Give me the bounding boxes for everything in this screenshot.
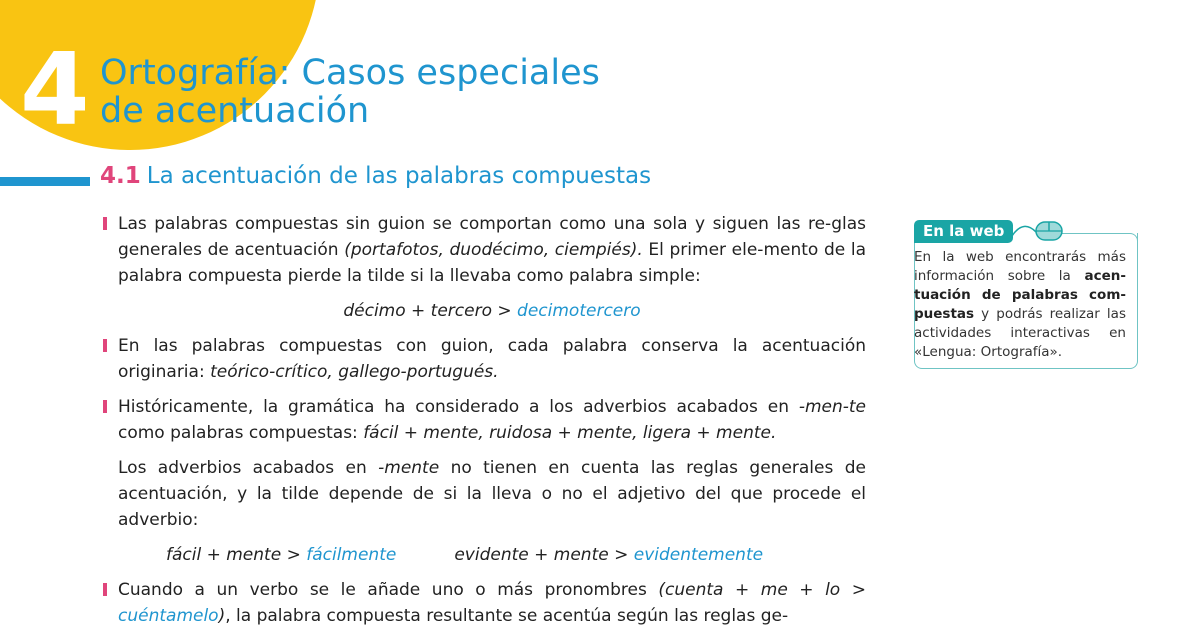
main-content xyxy=(118,211,866,638)
bullet-marker xyxy=(103,400,107,413)
bullet-marker xyxy=(103,339,107,352)
web-sidebar-text: En la web encontrarás más información sobre la acen-tuación de palabras com-puestas y podrás realizar las actividades interactivas en «Lengua: Ortografía». xyxy=(914,249,1126,360)
example-evidentemente: evidente + mente > evidentemente xyxy=(454,545,764,565)
paragraph-adverbs-mente: Los adverbios acabados en -mente no tienen en cuenta las reglas generales de acentuación, y la tilde depende de si la lleva o no el adjetivo del que procede el adverbio: xyxy=(118,458,866,530)
bullet-item-verb-pronouns: Cuando a un verbo se le añade uno o más pronombres (cuenta + me + lo > cuéntamelo), la palabra compuesta resultante se acentúa según las reglas ge- xyxy=(118,577,866,629)
web-badge: En la web xyxy=(914,220,1013,243)
chapter-title xyxy=(100,54,600,130)
bullet-item-compound-hyphen: En las palabras compuestas con guion, cada palabra conserva la acentuación originaria: teórico-crítico, gallego-portugués. xyxy=(118,333,866,385)
chapter-title-line2: de acentuación xyxy=(100,91,370,131)
section-number: 4.1 xyxy=(100,163,141,189)
chapter-title-line1: Ortografía: Casos especiales xyxy=(100,53,600,93)
examples-adverbs xyxy=(118,542,866,568)
bullet-marker xyxy=(103,217,107,230)
section-marker-bar xyxy=(0,177,90,186)
web-sidebar-box-top xyxy=(1060,233,1138,243)
section-heading xyxy=(100,163,651,189)
computer-mouse-icon xyxy=(1010,220,1066,244)
section-title: La acentuación de las palabras compuestas xyxy=(146,163,652,189)
bullet-item-compound-no-hyphen: Las palabras compuestas sin guion se comportan como una sola y siguen las re-glas generales de acentuación (portafotos, duodécimo, ciempiés). El primer ele-mento de la palabra compuesta pierde la tilde si la llevaba como palabra simple: xyxy=(118,211,866,289)
bullet-item-adverbs: Históricamente, la gramática ha considerado a los adverbios acabados en -men-te como palabras compuestas: fácil + mente, ruidosa + mente, ligera + mente. xyxy=(118,394,866,446)
chapter-number: 4 xyxy=(20,31,90,148)
example-facilmente: fácil + mente > fácilmente xyxy=(166,545,397,565)
example-decimotercero: décimo + tercero > decimotercero xyxy=(343,301,641,321)
bullet-marker xyxy=(103,583,107,596)
